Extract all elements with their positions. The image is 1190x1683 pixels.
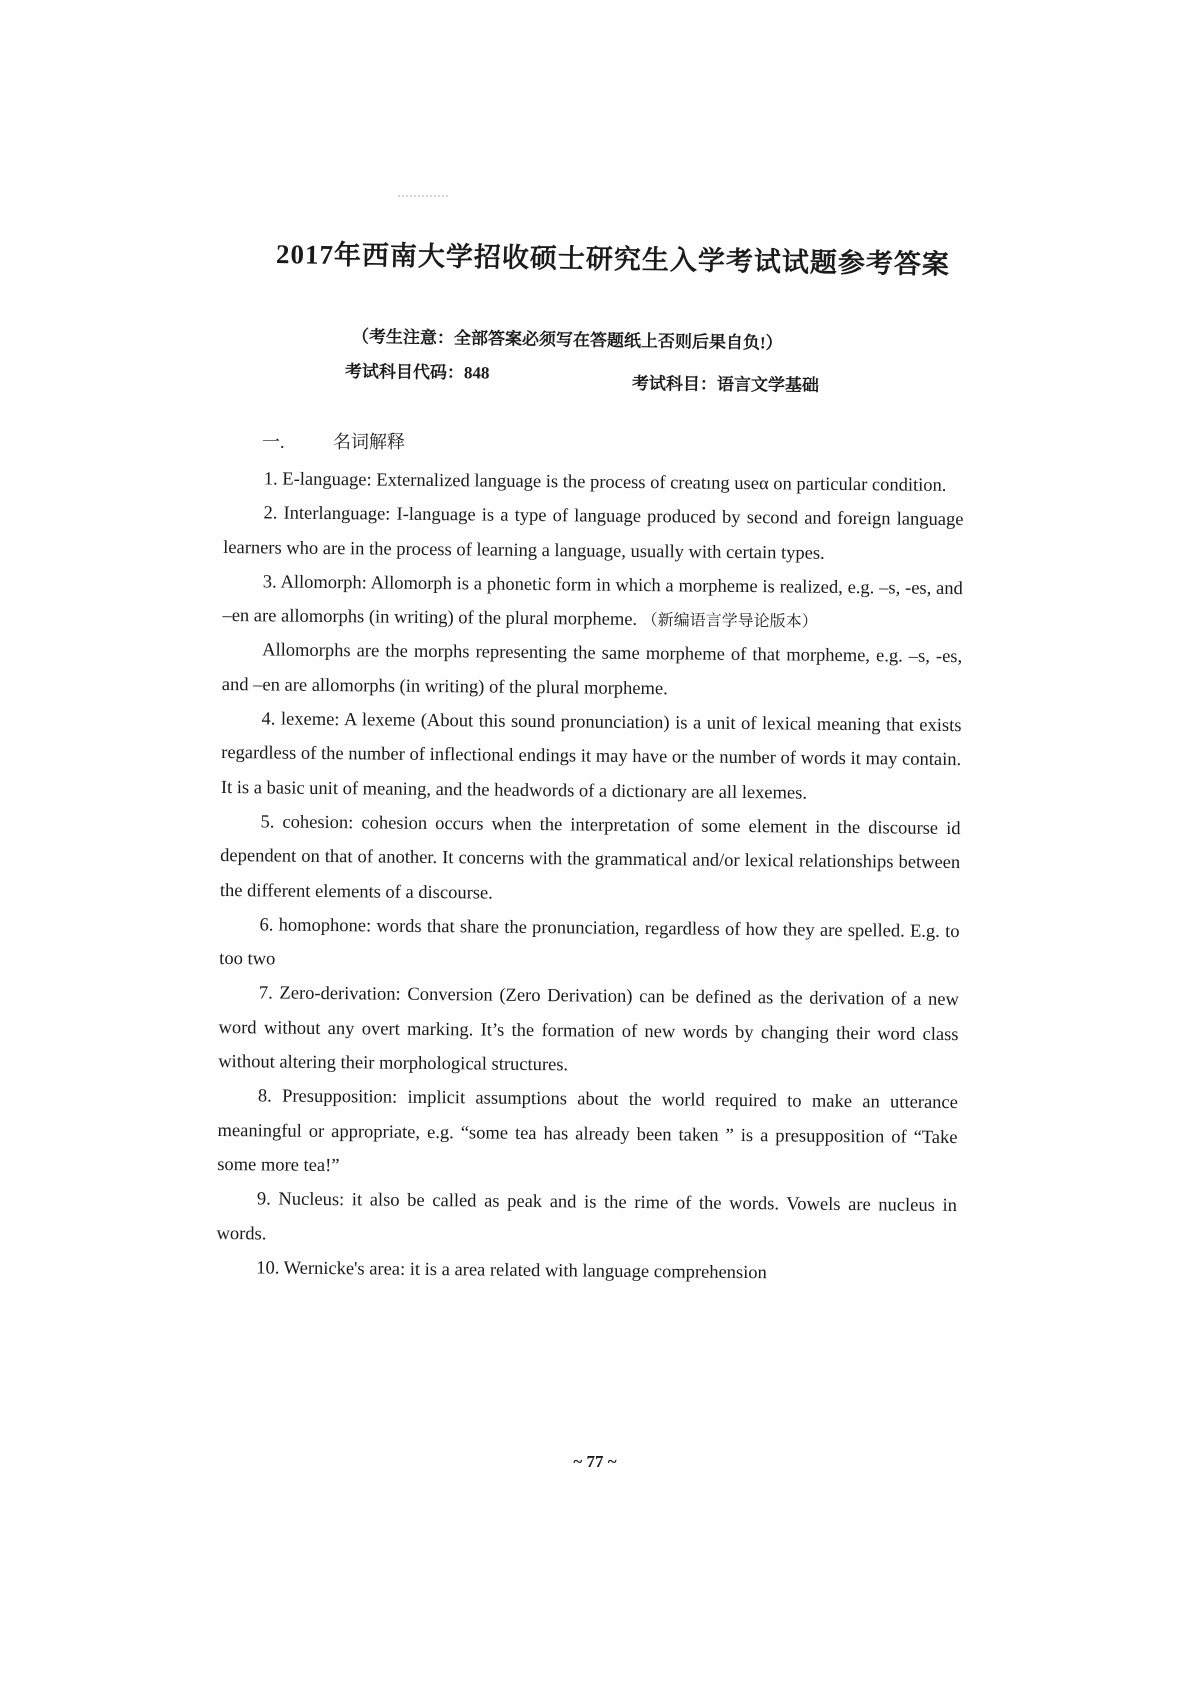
answer-entry-interlanguage	[223, 496, 964, 572]
entry-text: 4. lexeme: A lexeme (About this sound pronunciation) is a unit of lexical meaning that exists regardless of the number of inflectional endings it may have or the number of words it may contain. It is a basic unit of meaning, and the headwords of a dictionary are all lexemes.	[220, 709, 962, 804]
section-heading	[262, 428, 405, 454]
exam-notice: （考生注意：全部答案必须写在答题纸上否则后果自负!）	[351, 327, 783, 353]
entry-text: 10. Wernicke's area: it is a area related with language comprehension	[256, 1258, 767, 1284]
source-note: （新编语言学导论版本）	[641, 610, 818, 631]
answer-entry-allomorph	[222, 565, 963, 641]
section-number: 一.	[262, 432, 285, 452]
answer-entry-homophone	[219, 908, 960, 984]
page-number: ~ 77 ~	[573, 1452, 617, 1471]
answer-entry-nucleus	[216, 1182, 957, 1258]
subject-code: 考试科目代码：848	[344, 362, 490, 383]
entry-text: 6. homophone: words that share the pronunciation, regardless of how they are spelled. E.g. to too two	[219, 915, 960, 970]
entry-text: 1. E-language: Externalized language is the process of creatıng useα on particular condition.	[263, 469, 947, 496]
scan-artifact	[398, 195, 448, 199]
answer-entry-presupposition	[217, 1079, 958, 1189]
subject-name: 考试科目：语言文学基础	[631, 374, 820, 395]
answer-entry-zero-derivation	[218, 976, 959, 1086]
entry-text: 9. Nucleus: it also be called as peak and is the rime of the words. Vowels are nucleus in words.	[216, 1189, 957, 1244]
answer-entry-allomorph-alt	[222, 633, 963, 709]
answer-list	[216, 462, 964, 1292]
document-title: 2017年西南大学招收硕士研究生入学考试试题参考答案	[275, 239, 951, 280]
entry-text: 7. Zero-derivation: Conversion (Zero Derivation) can be defined as the derivation of a new word without any overt marking. It’s the formation of new words by changing their word class without altering their morphological structures.	[218, 983, 959, 1076]
answer-entry-cohesion	[220, 805, 961, 915]
entry-text: Allomorphs are the morphs representing the same morpheme of that morpheme, e.g. –s, -es, and –en are allomorphs (in writing) of the plural morpheme.	[221, 640, 963, 700]
section-title: 名词解释	[333, 432, 405, 452]
answer-entry-lexeme	[221, 702, 962, 812]
entry-text: 2. Interlanguage: I-language is a type of language produced by second and foreign language learners who are in the process of learning a language, usually with certain types.	[223, 503, 964, 564]
entry-text: 8. Presupposition: implicit assumptions about the world required to make an utterance meaningful or appropriate, e.g. “some tea has already been taken ” is a presupposition of “Take some more tea!”	[217, 1086, 958, 1177]
answer-entry-wernickes-area	[216, 1251, 956, 1292]
entry-text: 5. cohesion: cohesion occurs when the interpretation of some element in the discourse id dependent on that of another. It concerns with the grammatical and/or lexical relationships between the different elements of a discourse.	[219, 812, 961, 904]
entry-text: 3. Allomorph: Allomorph is a phonetic form in which a morpheme is realized, e.g. –s, -es, and –en are allomorphs (in writing) of the plural morpheme.	[222, 572, 963, 631]
